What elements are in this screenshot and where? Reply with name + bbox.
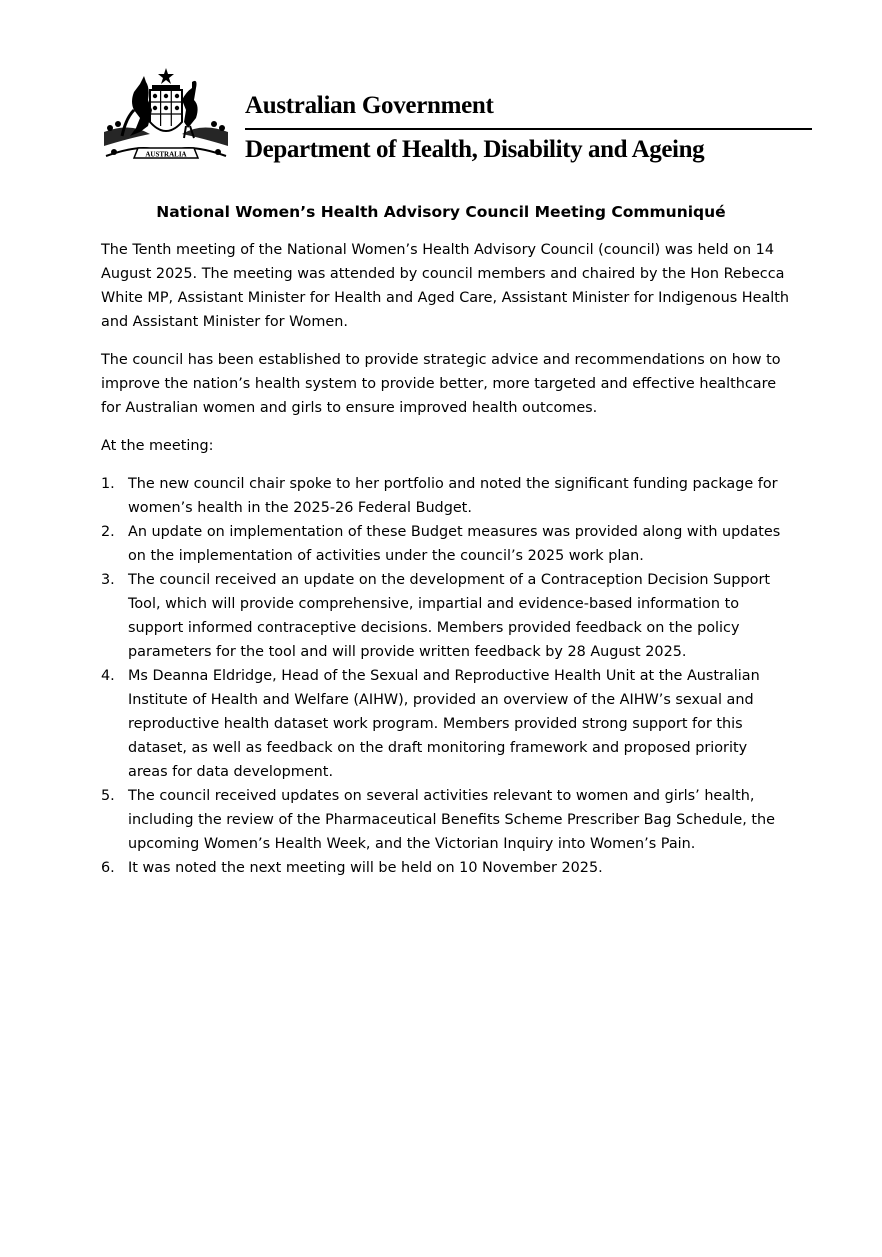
meeting-items-list xyxy=(101,472,791,880)
government-name: Australian Government xyxy=(245,92,494,119)
list-item xyxy=(101,664,791,784)
list-item-number: 6. xyxy=(101,860,115,876)
list-item-text: The council received an update on the development of a Contraception Decision Support Tool, which will provide comprehensive, impartial and evidence-based information to support informed contraceptive decisions. Members provided feedback on the policy parameters for the tool and will provide written feedback by 28 August 2025. xyxy=(128,572,771,660)
header-divider xyxy=(245,128,812,130)
list-item xyxy=(101,472,791,520)
list-item-number: 5. xyxy=(101,788,115,804)
list-item-number: 2. xyxy=(101,524,115,540)
meeting-lead-in: At the meeting: xyxy=(101,438,214,454)
intro-paragraph: The Tenth meeting of the National Women’s Health Advisory Council (council) was held on 14 August 2025. The meeting was attended by council members and chaired by the Hon Rebecca White MP, Assistant Minister for Health and Aged Care, Assistant Minister for Indigenous Health and Assistant Minister for Women. xyxy=(101,242,790,330)
list-item-number: 3. xyxy=(101,572,115,588)
list-item-text: It was noted the next meeting will be held on 10 November 2025. xyxy=(128,860,603,876)
department-name: Department of Health, Disability and Ageing xyxy=(245,136,705,163)
list-item-text: Ms Deanna Eldridge, Head of the Sexual and Reproductive Health Unit at the Australian Institute of Health and Welfare (AIHW), provided an overview of the AIHW’s sexual and reproductive health dataset work program. Members provided strong support for this dataset, as well as feedback on the draft monitoring framework and proposed priority areas for data development. xyxy=(128,668,760,780)
communique-body xyxy=(101,200,791,880)
list-item xyxy=(101,520,791,568)
page-title: National Women’s Health Advisory Council Meeting Communiqué xyxy=(156,203,726,221)
list-item xyxy=(101,568,791,664)
purpose-paragraph: The council has been established to provide strategic advice and recommendations on how to improve the nation’s health system to provide better, more targeted and effective healthcare for Australian women and girls to ensure improved health outcomes. xyxy=(101,352,781,416)
list-item-text: An update on implementation of these Budget measures was provided along with updates on the implementation of activities under the council’s 2025 work plan. xyxy=(128,524,781,564)
government-header xyxy=(100,66,714,170)
list-item-text: The council received updates on several activities relevant to women and girls’ health, including the review of the Pharmaceutical Benefits Scheme Prescriber Bag Schedule, the upcoming Women’s Health Week, and the Victorian Inquiry into Women’s Pain. xyxy=(128,788,775,852)
list-item xyxy=(101,784,791,856)
list-item xyxy=(101,856,791,880)
coat-of-arms-icon xyxy=(100,66,232,168)
list-item-text: The new council chair spoke to her portfolio and noted the significant funding package for women’s health in the 2025-26 Federal Budget. xyxy=(128,476,778,516)
crest-ribbon-text: AUSTRALIA xyxy=(145,150,187,159)
list-item-number: 4. xyxy=(101,668,115,684)
list-item-number: 1. xyxy=(101,476,115,492)
